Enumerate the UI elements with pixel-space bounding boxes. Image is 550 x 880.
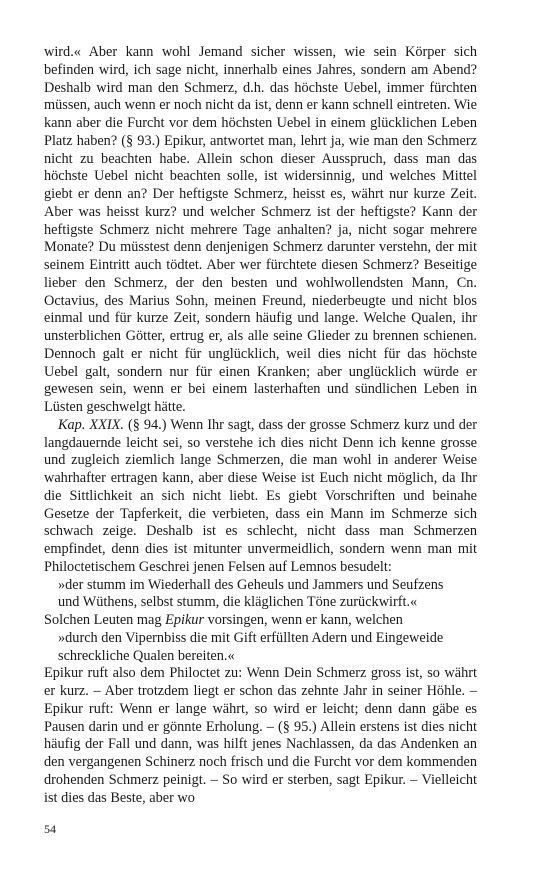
paragraph-3-post: vorsingen, wenn er kann, welchen (204, 612, 403, 628)
page-number: 54 (44, 822, 56, 836)
verse-2-line-2: schreckliche Qualen bereiten.« (58, 647, 235, 664)
verse-2-line-1: »durch den Vipernbiss die mit Gift erfüllten Adern und Eingeweide (58, 629, 444, 646)
verse-1-line-1: »der stumm im Wiederhall des Geheuls und Jammers und Seufzens (58, 576, 444, 593)
paragraph-3 (44, 612, 477, 630)
page-body (44, 44, 477, 807)
paragraph-4: Epikur ruft also dem Philoctet zu: Wenn Dein Schmerz gross ist, so währt er kurz. – Aber trotzdem liegt er schon das zehnte Jahr in seiner Höhle. – Epikur ruft: Wenn er lange währt, so wird er leicht; denn dann gäbe es Pausen darin und er gönnte Erholung. – (§ 95.) Allein erstens ist dies nicht häufig der Fall und dann, was hilft jenes Nachlassen, da das Andenken an den vergangenen Schinerz noch frisch und die Furcht vor dem kommenden drohenden Schmerz peinigt. – So wird er sterben, sagt Epikur. – Vielleicht ist dies das Beste, aber wo (44, 665, 477, 806)
paragraph-3-name: Epikur (165, 612, 205, 628)
paragraph-3-pre: Solchen Leuten mag (44, 612, 166, 628)
chapter-label: Kap. XXIX. (58, 416, 124, 433)
paragraph-1: wird.« Aber kann wohl Jemand sicher wissen, wie sein Körper sich befinden wird, ich sage nicht, innerhalb eines Jahres, sondern am Abend? Deshalb wird man den Schmerz, d.h. das höchste Uebel, immer fürchten müssen, auch wenn er noch nicht da ist, denn er kann schnell eintreten. Wie kann aber die Furcht vor dem höchsten Uebel in einem glücklichen Leben Platz haben? (§ 93.) Epikur, antwortet man, lehrt ja, wie man den Schmerz nicht zu beachten habe. Allein schon dieser Ausspruch, dass man das höchste Uebel nicht beachten solle, ist widersinnig, und welches Mittel giebt er denn an? Der heftigste Schmerz, heisst es, währt nur kurze Zeit. Aber was heisst kurz? und welcher Schmerz ist der heftigste? Kann der heftigste Schmerz nicht mehrere Tage anhalten? ja, nicht sogar mehrere Monate? Du müsstest denn denjenigen Schmerz darunter verstehn, der mit seinem Eintritt auch tödtet. Aber wer fürchtete diesen Schmerz? Beseitige lieber den Schmerz, der den besten und wohlwollendsten Mann, Cn. Octavius, des Marius Sohn, meinen Freund, niederbeugte und nicht blos einmal und für kurze Zeit, sondern häufig und lange. Welche Qualen, ihr unsterblichen Götter, ertrug er, als alle seine Glieder zu brennen schienen. Dennoch galt er nicht für unglücklich, weil dies nicht für das höchste Uebel galt, sondern nur für einen Kranken; aber unglücklich würde er gewesen sein, wenn er bei einem lasterhaften und sündlichen Leben in Lüsten geschwelgt hätte. (44, 44, 477, 415)
paragraph-2-text: (§ 94.) Wenn Ihr sagt, dass der grosse Schmerz kurz und der langdauernde leicht sei, so verstehe ich dies nicht Denn ich kenne grosse und zugleich ziemlich lange Schmerzen, die man wohl in anderer Weise wahrhafter ertragen kann, aber diese Weise ist Euch nicht möglich, da Ihr die Sittlichkeit an sich nicht liebt. Es giebt Vorschriften und beinahe Gesetze der Tapferkeit, die verbieten, dass ein Mann im Schmerze sich schwach zeige. Deshalb ist es schlecht, nicht dass man Schmerzen empfindet, denn dies ist mitunter unvermeidlich, sondern wenn man mit Philoctetischem Geschrei jenen Felsen auf Lemnos besudelt: (44, 416, 477, 575)
verse-1-line-2: und Wüthens, selbst stumm, die kläglichen Töne zurückwirft.« (58, 594, 418, 611)
paragraph-2 (44, 417, 477, 577)
